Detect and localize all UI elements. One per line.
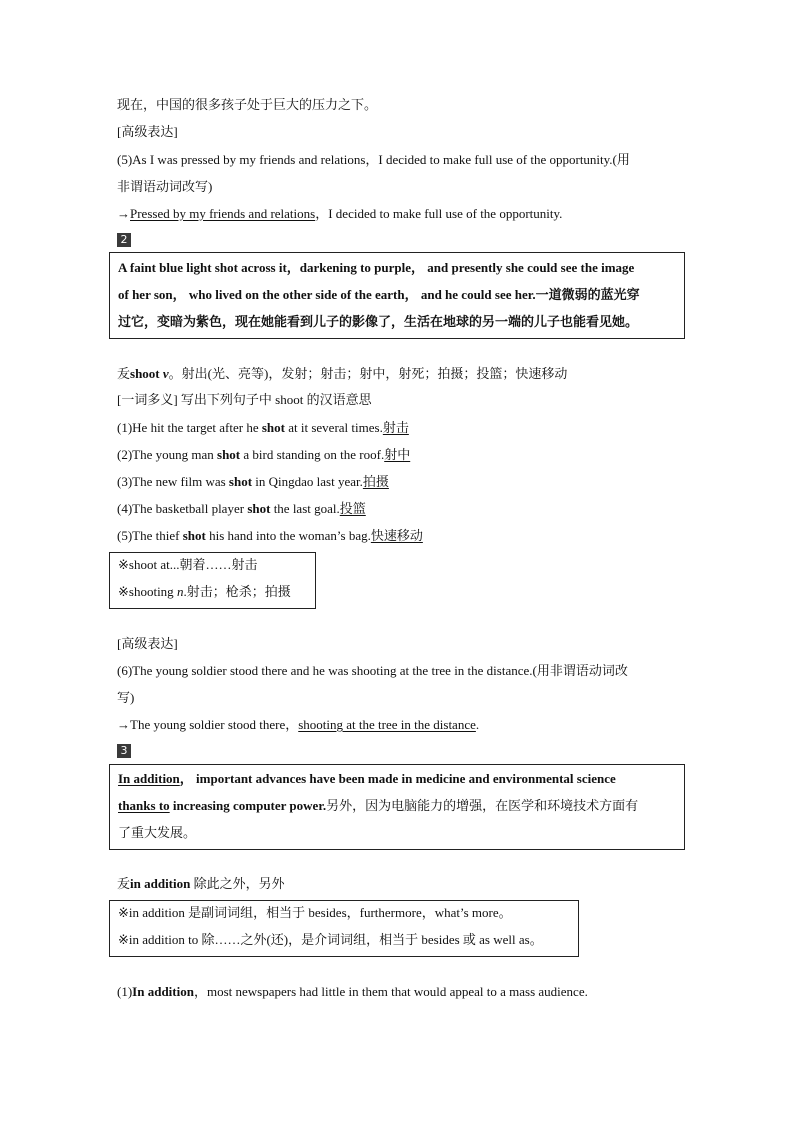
sentence-rest: ，I decided to make full use of the opportunity. <box>315 206 563 221</box>
text: increasing computer power. <box>169 798 327 813</box>
headword: in addition <box>130 876 191 891</box>
part-of-speech: v <box>162 366 169 381</box>
exercise-5-line1: (5)As I was pressed by my friends and relations，I decided to make full use of the opportunity.(用 <box>117 152 630 167</box>
definition-text: 除此之外，另外 <box>190 876 285 891</box>
key-symbol: 叐 <box>117 366 131 381</box>
text: (2)The young man <box>117 447 218 462</box>
part-of-speech: n <box>176 584 184 599</box>
advanced-expression-label-2: [高级表达] <box>117 636 178 651</box>
text: . <box>475 717 480 732</box>
text: (5)The thief <box>117 528 183 543</box>
headword: shoot <box>130 366 160 381</box>
key-symbol: 叐 <box>117 876 131 891</box>
example-box-3 <box>109 764 685 850</box>
text: in Qingdao last year. <box>252 474 363 489</box>
exercise-5-line2: 非谓语动词改写) <box>117 179 213 194</box>
answer: 射中 <box>384 447 411 462</box>
section-number-3: 3 <box>117 744 131 758</box>
answer: 投篮 <box>339 501 366 516</box>
exercise-5-answer-line <box>117 206 562 222</box>
sentence-5 <box>117 528 423 544</box>
text: →The young soldier stood there， <box>117 717 299 732</box>
keyword: shot <box>217 447 241 462</box>
sentence-3 <box>117 474 389 490</box>
keyword: shot <box>182 528 206 543</box>
text: (3)The new film was <box>117 474 229 489</box>
note-in-addition: ※in addition 是副词词组，相当于 besides，furthermore，what’s more。 <box>118 905 512 920</box>
key-phrase: In addition <box>118 771 180 786</box>
keyword: shot <box>247 501 271 516</box>
keyword: shot <box>261 420 285 435</box>
text: his hand into the woman’s bag. <box>205 528 371 543</box>
key-phrase: thanks to <box>118 798 170 813</box>
exercise-6-line2: 写) <box>117 690 135 705</box>
definition-text: 。射出(光、亮等)，发射；射击；射中，射死；拍摄；投篮；快速移动 <box>168 366 568 381</box>
note-box-3 <box>109 900 579 957</box>
example-line-1 <box>118 771 616 787</box>
text: ，most newspapers had little in them that would appeal to a mass audience. <box>193 984 588 999</box>
note-shoot-at: ※shoot at...朝着……射击 <box>118 557 258 572</box>
example-line-2: of her son， who lived on the other side of the earth， and he could see her.一道微弱的蓝光穿 <box>118 287 640 302</box>
sentence-2 <box>117 447 410 463</box>
keyword: shot <box>228 474 253 489</box>
shoot-definition <box>117 366 567 382</box>
exercise-6-answer-line <box>117 717 479 733</box>
arrow: → <box>117 206 130 221</box>
note-box-2 <box>109 552 316 609</box>
text: ， important advances have been made in medicine and environmental science <box>179 771 616 786</box>
example-line-2 <box>118 798 638 814</box>
advanced-expression-label: [高级表达] <box>117 124 178 139</box>
in-addition-definition <box>117 876 285 892</box>
text: at it several times. <box>285 420 383 435</box>
sentence-1 <box>117 420 409 436</box>
example-line-1: A faint blue light shot across it，darkening to purple， and presently she could see the image <box>118 260 635 275</box>
answer: Pressed by my friends and relations <box>130 206 316 221</box>
text: (1) <box>117 984 133 999</box>
text: ※shooting <box>118 584 177 599</box>
text: the last goal. <box>270 501 340 516</box>
text: a bird standing on the roof. <box>240 447 385 462</box>
text: .射击；枪杀；拍摄 <box>183 584 291 599</box>
example-box-2 <box>109 252 685 339</box>
note-shooting <box>118 584 291 600</box>
answer: shooting at the tree in the distance <box>298 717 476 732</box>
in-addition-example-1 <box>117 984 588 1000</box>
sentence-4 <box>117 501 366 517</box>
exercise-6-line1: (6)The young soldier stood there and he was shooting at the tree in the distance.(用非谓语动词改 <box>117 663 628 678</box>
text: (1)He hit the target after he <box>117 420 262 435</box>
chinese-sentence: 现在，中国的很多孩子处于巨大的压力之下。 <box>117 97 378 112</box>
polysemy-task: [一词多义] 写出下列句子中 shoot 的汉语意思 <box>117 392 372 407</box>
text: (4)The basketball player <box>117 501 248 516</box>
translation: 另外，因为电脑能力的增强，在医学和环境技术方面有 <box>326 798 639 813</box>
note-in-addition-to: ※in addition to 除……之外(还)，是介词词组，相当于 besides 或 as well as。 <box>118 932 543 947</box>
answer: 拍摄 <box>362 474 389 489</box>
keyword: In addition <box>132 984 194 999</box>
example-line-3: 过它，变暗为紫色，现在她能看到儿子的影像了，生活在地球的另一端的儿子也能看见她。 <box>118 314 639 329</box>
answer: 快速移动 <box>370 528 423 543</box>
answer: 射击 <box>382 420 409 435</box>
example-line-3: 了重大发展。 <box>118 825 197 840</box>
section-number-2: 2 <box>117 233 131 247</box>
